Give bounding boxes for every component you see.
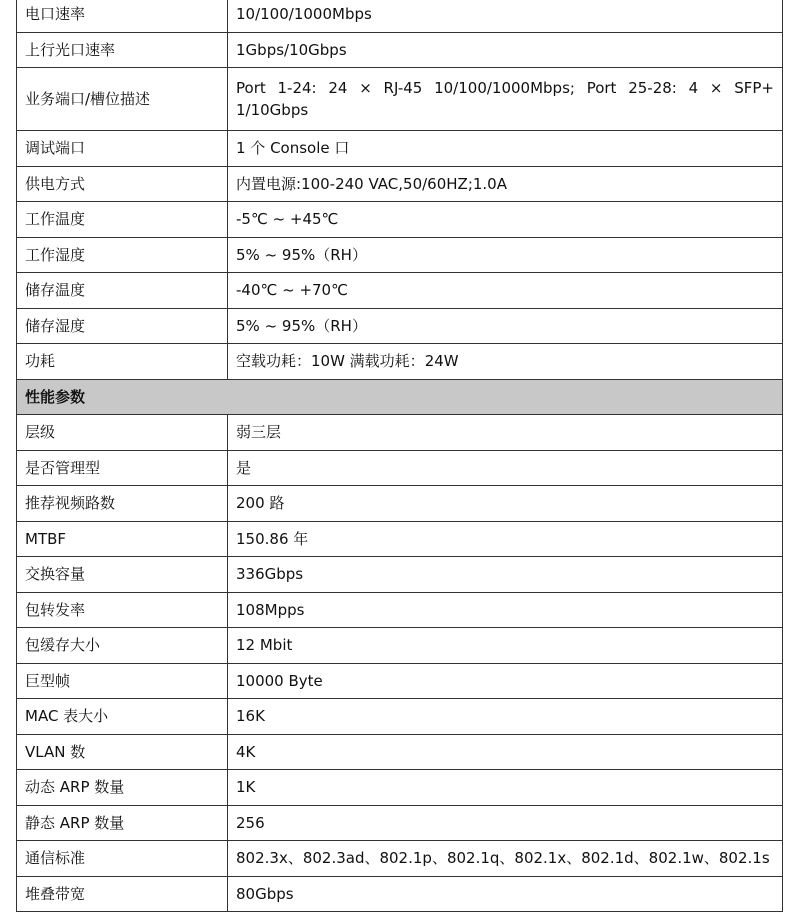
row-value: 336Gbps [228,557,783,593]
row-value: -40℃ ~ +70℃ [228,273,783,309]
row-label: 储存温度 [17,273,228,309]
row-value: 是 [228,450,783,486]
table-row [17,237,783,273]
row-label: 工作温度 [17,202,228,238]
table-row [17,557,783,593]
row-label: 电口速率 [17,0,228,32]
row-value: 10000 Byte [228,663,783,699]
row-label: 动态 ARP 数量 [17,770,228,806]
row-value: -5℃ ~ +45℃ [228,202,783,238]
row-label: 静态 ARP 数量 [17,805,228,841]
table-row [17,876,783,912]
row-label: 调试端口 [17,131,228,167]
row-value: Port 1-24: 24 × RJ-45 10/100/1000Mbps; Port 25-28: 4 × SFP+ 1/10Gbps [228,68,783,131]
table-row [17,308,783,344]
row-label: MTBF [17,521,228,557]
row-value: 150.86 年 [228,521,783,557]
row-label: 堆叠带宽 [17,876,228,912]
table-row [17,166,783,202]
table-row [17,841,783,877]
table-row [17,273,783,309]
row-value: 256 [228,805,783,841]
row-value: 200 路 [228,486,783,522]
row-value: 80Gbps [228,876,783,912]
table-row [17,663,783,699]
row-label: 供电方式 [17,166,228,202]
row-value: 5% ~ 95%（RH） [228,237,783,273]
row-label: 推荐视频路数 [17,486,228,522]
table-row [17,344,783,380]
row-label: 是否管理型 [17,450,228,486]
row-value: 5% ~ 95%（RH） [228,308,783,344]
row-value: 1K [228,770,783,806]
row-label: 通信标准 [17,841,228,877]
table-row [17,202,783,238]
row-value: 12 Mbit [228,628,783,664]
table-row [17,628,783,664]
row-value: 4K [228,734,783,770]
row-label: 工作湿度 [17,237,228,273]
row-value: 10/100/1000Mbps [228,0,783,32]
table-row [17,486,783,522]
section-header-row [17,379,783,415]
row-value: 1 个 Console 口 [228,131,783,167]
row-label: 功耗 [17,344,228,380]
row-value: 16K [228,699,783,735]
row-value: 108Mpps [228,592,783,628]
row-value: 空载功耗：10W 满载功耗：24W [228,344,783,380]
table-row [17,592,783,628]
spec-table [16,0,783,912]
row-label: 储存湿度 [17,308,228,344]
row-label: 包缓存大小 [17,628,228,664]
table-row [17,699,783,735]
row-value: 802.3x、802.3ad、802.1p、802.1q、802.1x、802.1d、802.1w、802.1s [228,841,783,877]
table-row [17,770,783,806]
table-row [17,734,783,770]
row-label: 交换容量 [17,557,228,593]
row-label: 上行光口速率 [17,32,228,68]
table-row [17,68,783,131]
table-row [17,131,783,167]
row-label: VLAN 数 [17,734,228,770]
section-title: 性能参数 [17,379,783,415]
table-row [17,0,783,32]
row-value: 弱三层 [228,415,783,451]
table-row [17,415,783,451]
table-row [17,32,783,68]
row-label: MAC 表大小 [17,699,228,735]
row-label: 巨型帧 [17,663,228,699]
row-label: 包转发率 [17,592,228,628]
row-label: 业务端口/槽位描述 [17,68,228,131]
table-row [17,450,783,486]
row-value: 内置电源:100-240 VAC,50/60HZ;1.0A [228,166,783,202]
row-value: 1Gbps/10Gbps [228,32,783,68]
row-label: 层级 [17,415,228,451]
table-row [17,805,783,841]
table-row [17,521,783,557]
